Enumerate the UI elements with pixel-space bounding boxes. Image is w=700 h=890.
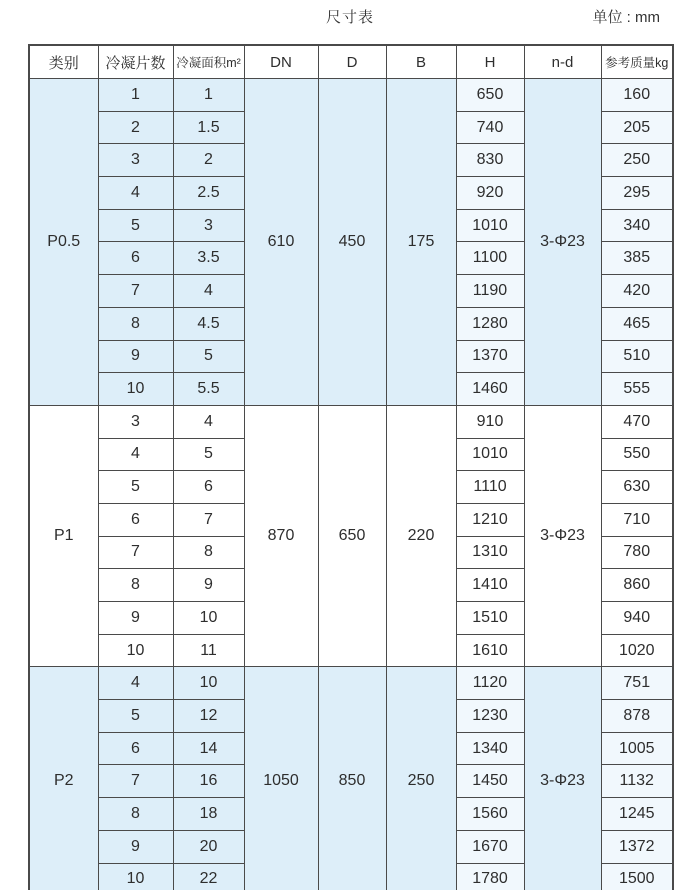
cell-mass: 160 bbox=[601, 79, 673, 112]
table-header bbox=[29, 45, 673, 79]
table-row bbox=[29, 405, 673, 438]
col-header-b: B bbox=[386, 45, 456, 79]
cell-h: 830 bbox=[456, 144, 524, 177]
col-header-d: D bbox=[318, 45, 386, 79]
cell-h: 1450 bbox=[456, 765, 524, 798]
unit-label: 单位 : mm bbox=[592, 9, 660, 26]
cell-mass: 940 bbox=[601, 602, 673, 635]
cell-category: P1 bbox=[29, 405, 98, 667]
cell-b: 250 bbox=[386, 667, 456, 890]
cell-pieces: 9 bbox=[98, 830, 173, 863]
cell-d: 450 bbox=[318, 79, 386, 406]
cell-mass: 878 bbox=[601, 700, 673, 733]
cell-category: P0.5 bbox=[29, 79, 98, 406]
cell-area: 1.5 bbox=[173, 111, 244, 144]
col-header-area: 冷凝面积m² bbox=[173, 45, 244, 79]
cell-h: 1120 bbox=[456, 667, 524, 700]
cell-mass: 780 bbox=[601, 536, 673, 569]
cell-mass: 295 bbox=[601, 177, 673, 210]
cell-mass: 1132 bbox=[601, 765, 673, 798]
table-row bbox=[29, 667, 673, 700]
cell-mass: 710 bbox=[601, 503, 673, 536]
cell-nd: 3-Φ23 bbox=[524, 405, 601, 667]
cell-area: 5.5 bbox=[173, 373, 244, 406]
page-title: 尺寸表 bbox=[325, 9, 374, 26]
cell-mass: 751 bbox=[601, 667, 673, 700]
cell-pieces: 2 bbox=[98, 111, 173, 144]
cell-h: 1510 bbox=[456, 602, 524, 635]
cell-pieces: 8 bbox=[98, 569, 173, 602]
cell-mass: 385 bbox=[601, 242, 673, 275]
cell-area: 3.5 bbox=[173, 242, 244, 275]
cell-area: 14 bbox=[173, 732, 244, 765]
cell-dn: 1050 bbox=[244, 667, 318, 890]
cell-h: 1100 bbox=[456, 242, 524, 275]
cell-h: 1010 bbox=[456, 438, 524, 471]
cell-mass: 550 bbox=[601, 438, 673, 471]
cell-pieces: 10 bbox=[98, 373, 173, 406]
cell-area: 4 bbox=[173, 275, 244, 308]
cell-mass: 250 bbox=[601, 144, 673, 177]
cell-h: 1410 bbox=[456, 569, 524, 602]
cell-area: 2.5 bbox=[173, 177, 244, 210]
cell-pieces: 4 bbox=[98, 438, 173, 471]
cell-area: 20 bbox=[173, 830, 244, 863]
col-header-dn: DN bbox=[244, 45, 318, 79]
cell-h: 1780 bbox=[456, 863, 524, 890]
cell-area: 8 bbox=[173, 536, 244, 569]
cell-nd: 3-Φ23 bbox=[524, 667, 601, 890]
cell-mass: 1020 bbox=[601, 634, 673, 667]
cell-pieces: 8 bbox=[98, 798, 173, 831]
cell-pieces: 6 bbox=[98, 732, 173, 765]
cell-area: 12 bbox=[173, 700, 244, 733]
cell-area: 6 bbox=[173, 471, 244, 504]
cell-h: 1610 bbox=[456, 634, 524, 667]
cell-area: 7 bbox=[173, 503, 244, 536]
cell-d: 650 bbox=[318, 405, 386, 667]
cell-area: 16 bbox=[173, 765, 244, 798]
col-header-nd: n-d bbox=[524, 45, 601, 79]
cell-pieces: 5 bbox=[98, 700, 173, 733]
title-bar bbox=[0, 6, 700, 30]
cell-h: 1010 bbox=[456, 209, 524, 242]
cell-pieces: 6 bbox=[98, 503, 173, 536]
cell-h: 1460 bbox=[456, 373, 524, 406]
table-body bbox=[29, 79, 673, 890]
cell-dn: 870 bbox=[244, 405, 318, 667]
cell-h: 1560 bbox=[456, 798, 524, 831]
cell-area: 10 bbox=[173, 667, 244, 700]
cell-mass: 420 bbox=[601, 275, 673, 308]
col-header-mass: 参考质量kg bbox=[601, 45, 673, 79]
cell-pieces: 5 bbox=[98, 209, 173, 242]
cell-mass: 1500 bbox=[601, 863, 673, 890]
cell-pieces: 5 bbox=[98, 471, 173, 504]
cell-b: 175 bbox=[386, 79, 456, 406]
cell-mass: 340 bbox=[601, 209, 673, 242]
cell-h: 910 bbox=[456, 405, 524, 438]
cell-h: 1210 bbox=[456, 503, 524, 536]
header-row bbox=[29, 45, 673, 79]
cell-area: 5 bbox=[173, 340, 244, 373]
table-row bbox=[29, 79, 673, 112]
cell-h: 1340 bbox=[456, 732, 524, 765]
cell-dn: 610 bbox=[244, 79, 318, 406]
cell-pieces: 9 bbox=[98, 340, 173, 373]
cell-mass: 510 bbox=[601, 340, 673, 373]
cell-area: 5 bbox=[173, 438, 244, 471]
cell-mass: 630 bbox=[601, 471, 673, 504]
cell-pieces: 7 bbox=[98, 765, 173, 798]
cell-h: 1230 bbox=[456, 700, 524, 733]
cell-area: 3 bbox=[173, 209, 244, 242]
cell-category: P2 bbox=[29, 667, 98, 890]
col-header-pieces: 冷凝片数 bbox=[98, 45, 173, 79]
cell-b: 220 bbox=[386, 405, 456, 667]
cell-mass: 205 bbox=[601, 111, 673, 144]
cell-area: 10 bbox=[173, 602, 244, 635]
cell-h: 740 bbox=[456, 111, 524, 144]
cell-h: 1280 bbox=[456, 307, 524, 340]
cell-pieces: 1 bbox=[98, 79, 173, 112]
cell-h: 920 bbox=[456, 177, 524, 210]
cell-h: 1370 bbox=[456, 340, 524, 373]
cell-area: 4 bbox=[173, 405, 244, 438]
cell-d: 850 bbox=[318, 667, 386, 890]
cell-pieces: 3 bbox=[98, 144, 173, 177]
cell-pieces: 9 bbox=[98, 602, 173, 635]
cell-mass: 1245 bbox=[601, 798, 673, 831]
cell-h: 1190 bbox=[456, 275, 524, 308]
cell-mass: 1372 bbox=[601, 830, 673, 863]
cell-pieces: 8 bbox=[98, 307, 173, 340]
cell-h: 1310 bbox=[456, 536, 524, 569]
cell-pieces: 3 bbox=[98, 405, 173, 438]
cell-h: 650 bbox=[456, 79, 524, 112]
cell-pieces: 7 bbox=[98, 536, 173, 569]
cell-pieces: 10 bbox=[98, 863, 173, 890]
cell-area: 2 bbox=[173, 144, 244, 177]
cell-area: 11 bbox=[173, 634, 244, 667]
cell-pieces: 10 bbox=[98, 634, 173, 667]
cell-mass: 1005 bbox=[601, 732, 673, 765]
cell-pieces: 4 bbox=[98, 177, 173, 210]
cell-nd: 3-Φ23 bbox=[524, 79, 601, 406]
cell-h: 1110 bbox=[456, 471, 524, 504]
cell-h: 1670 bbox=[456, 830, 524, 863]
cell-area: 1 bbox=[173, 79, 244, 112]
col-header-h: H bbox=[456, 45, 524, 79]
cell-pieces: 7 bbox=[98, 275, 173, 308]
cell-mass: 470 bbox=[601, 405, 673, 438]
cell-mass: 860 bbox=[601, 569, 673, 602]
cell-area: 4.5 bbox=[173, 307, 244, 340]
cell-area: 18 bbox=[173, 798, 244, 831]
cell-mass: 555 bbox=[601, 373, 673, 406]
cell-pieces: 6 bbox=[98, 242, 173, 275]
cell-pieces: 4 bbox=[98, 667, 173, 700]
col-header-category: 类别 bbox=[29, 45, 98, 79]
dimension-table bbox=[28, 44, 674, 890]
cell-area: 9 bbox=[173, 569, 244, 602]
cell-area: 22 bbox=[173, 863, 244, 890]
cell-mass: 465 bbox=[601, 307, 673, 340]
